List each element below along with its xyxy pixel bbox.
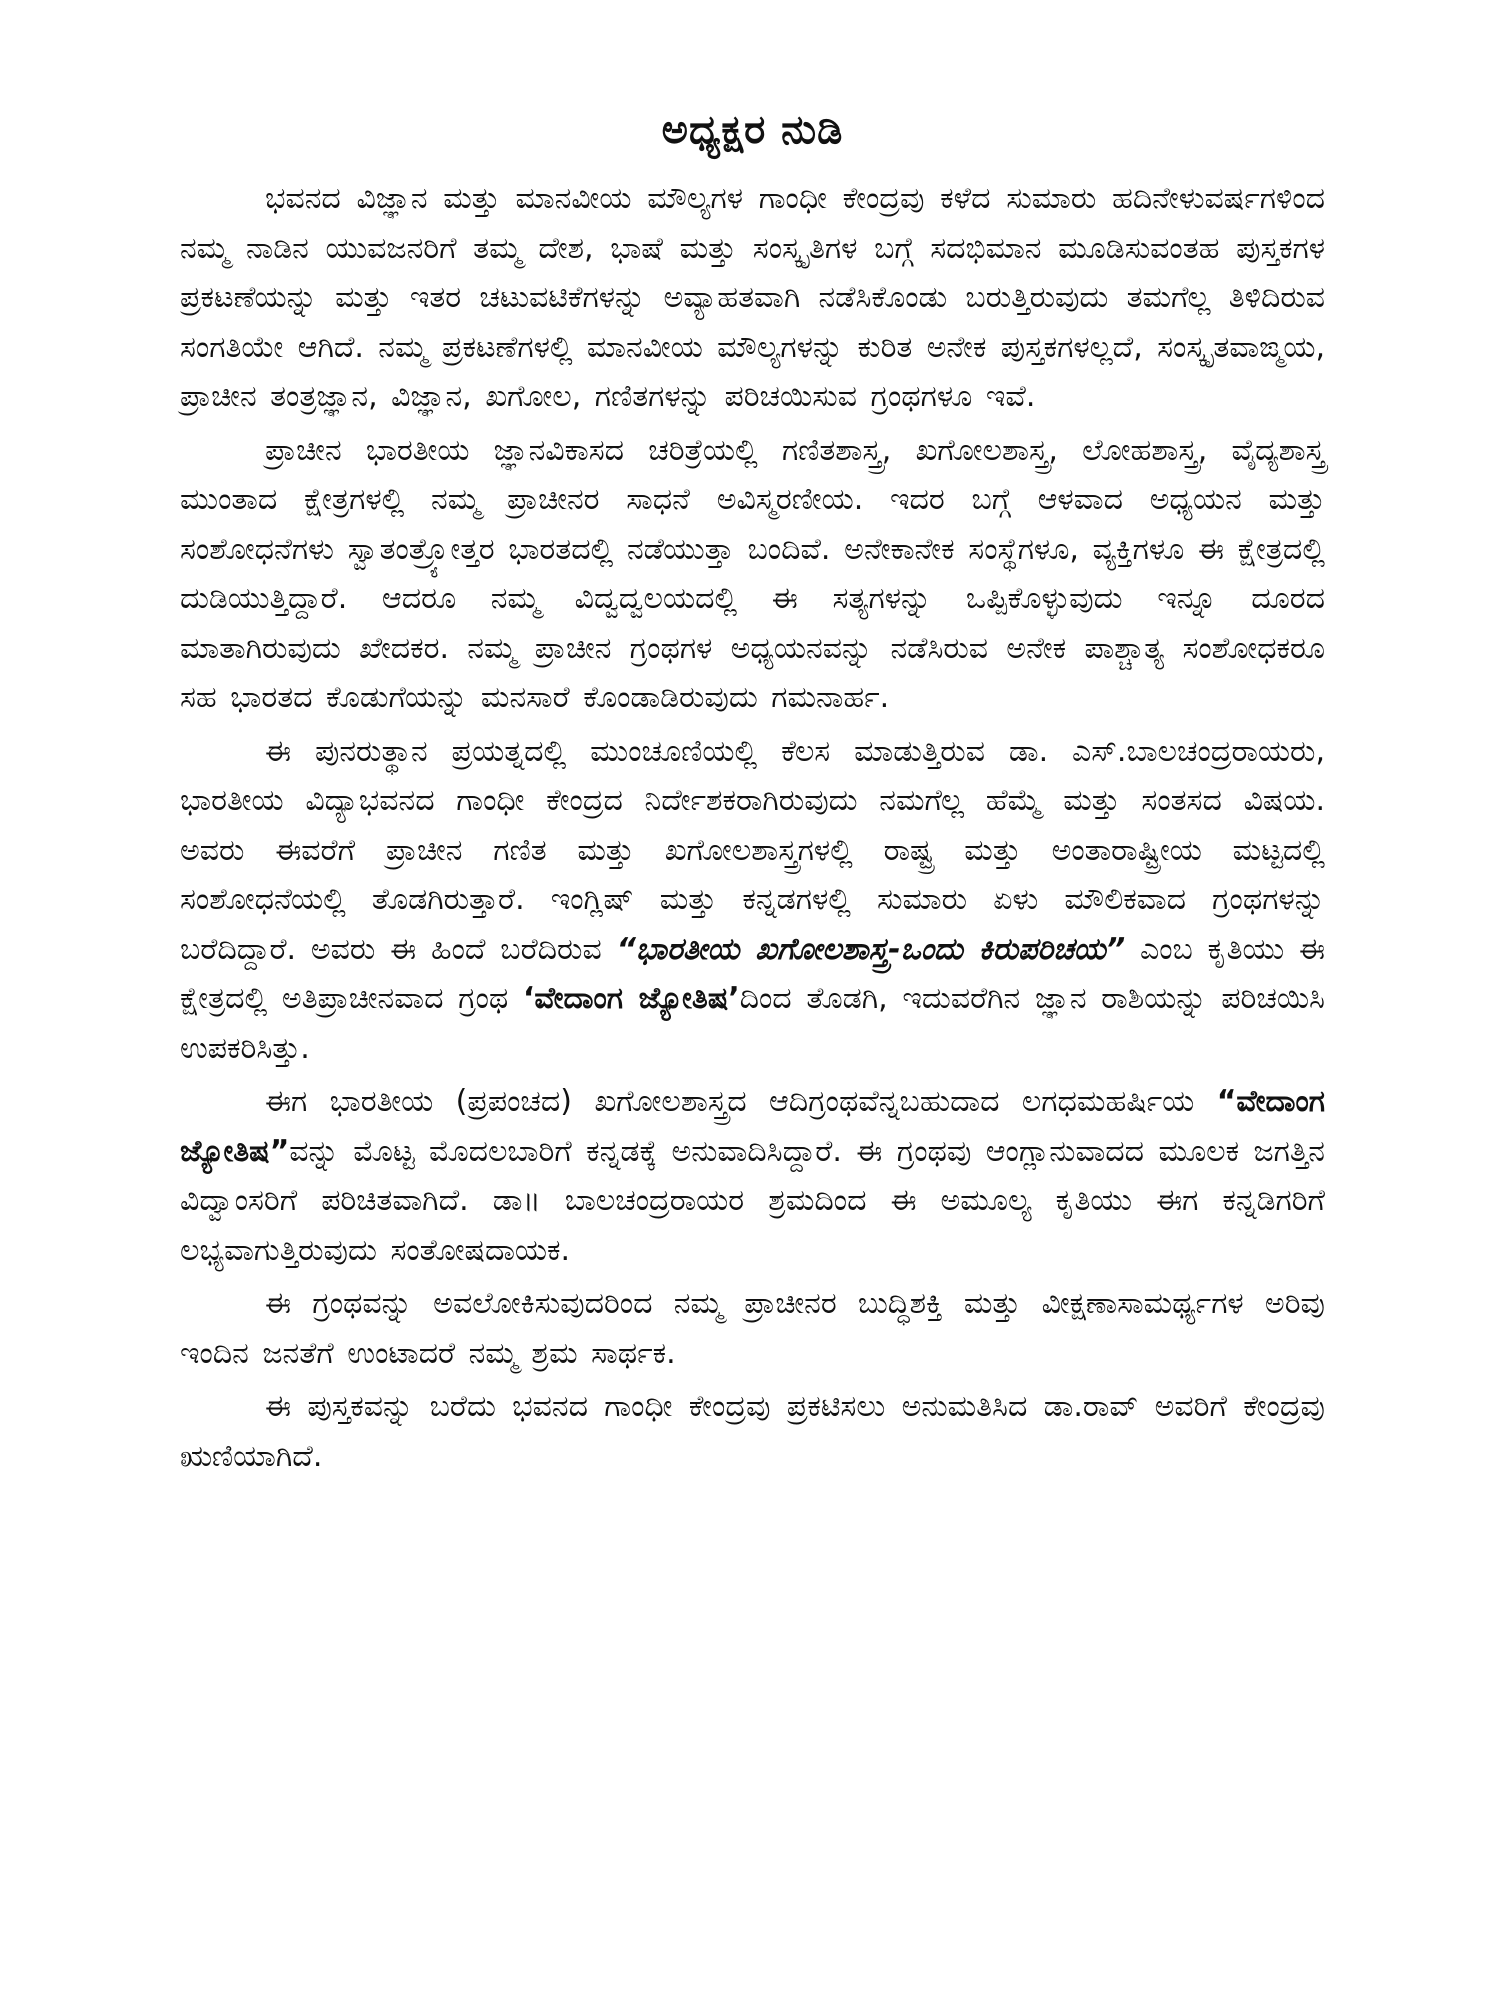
paragraph-3-text-a: ಈ ಪುನರುತ್ಥಾನ ಪ್ರಯತ್ನದಲ್ಲಿ ಮುಂಚೂಣಿಯಲ್ಲಿ ಕೆಲಸ ಮಾಡುತ್ತಿರುವ ಡಾ. ಎಸ್.ಬಾಲಚಂದ್ರರಾಯರು, ಭಾರತೀಯ ವಿದ್ಯಾಭವನದ ಗಾಂಧೀ ಕೇಂದ್ರದ ನಿರ್ದೇಶಕರಾಗಿರುವುದು ನಮಗೆಲ್ಲ ಹೆಮ್ಮೆ ಮತ್ತು ಸಂತಸದ ವಿಷಯ. ಅವರು ಈವರೆಗೆ ಪ್ರಾಚೀನ ಗಣಿತ ಮತ್ತು ಖಗೋಲಶಾಸ್ತ್ರಗಳಲ್ಲಿ ರಾಷ್ಟ್ರ ಮತ್ತು ಅಂತಾರಾಷ್ಟ್ರೀಯ ಮಟ್ಟದಲ್ಲಿ ಸಂಶೋಧನೆಯಲ್ಲಿ ತೊಡಗಿರುತ್ತಾರೆ. ಇಂಗ್ಲಿಷ್ ಮತ್ತು ಕನ್ನಡಗಳಲ್ಲಿ ಸುಮಾರು ಏಳು ಮೌಲಿಕವಾದ ಗ್ರಂಥಗಳನ್ನು ಬರೆದಿದ್ದಾರೆ. ಅವರು ಈ ಹಿಂದೆ ಬರೆದಿರುವ (180, 733, 1325, 967)
book-title-vedanga-jyotisha-2: “ವೇದಾಂಗ ಜ್ಯೋತಿಷ” (180, 1084, 1325, 1169)
paragraph-2: ಪ್ರಾಚೀನ ಭಾರತೀಯ ಜ್ಞಾನವಿಕಾಸದ ಚರಿತ್ರೆಯಲ್ಲಿ ಗಣಿತಶಾಸ್ತ್ರ, ಖಗೋಲಶಾಸ್ತ್ರ, ಲೋಹಶಾಸ್ತ್ರ, ವೈದ್ಯಶಾಸ್ತ್ರ ಮುಂತಾದ ಕ್ಷೇತ್ರಗಳಲ್ಲಿ ನಮ್ಮ ಪ್ರಾಚೀನರ ಸಾಧನೆ ಅವಿಸ್ಮರಣೀಯ. ಇದರ ಬಗ್ಗೆ ಆಳವಾದ ಅಧ್ಯಯನ ಮತ್ತು ಸಂಶೋಧನೆಗಳು ಸ್ವಾತಂತ್ರ್ಯೋತ್ತರ ಭಾರತದಲ್ಲಿ ನಡೆಯುತ್ತಾ ಬಂದಿವೆ. ಅನೇಕಾನೇಕ ಸಂಸ್ಥೆಗಳೂ, ವ್ಯಕ್ತಿಗಳೂ ಈ ಕ್ಷೇತ್ರದಲ್ಲಿ ದುಡಿಯುತ್ತಿದ್ದಾರೆ. ಆದರೂ ನಮ್ಮ ವಿದ್ವದ್ವಲಯದಲ್ಲಿ ಈ ಸತ್ಯಗಳನ್ನು ಒಪ್ಪಿಕೊಳ್ಳುವುದು ಇನ್ನೂ ದೂರದ ಮಾತಾಗಿರುವುದು ಖೇದಕರ. ನಮ್ಮ ಪ್ರಾಚೀನ ಗ್ರಂಥಗಳ ಅಧ್ಯಯನವನ್ನು ನಡೆಸಿರುವ ಅನೇಕ ಪಾಶ್ಚಾತ್ಯ ಸಂಶೋಧಕರೂ ಸಹ ಭಾರತದ ಕೊಡುಗೆಯನ್ನು ಮನಸಾರೆ ಕೊಂಡಾಡಿರುವುದು ಗಮನಾರ್ಹ. (180, 432, 1325, 715)
paragraph-4 (180, 1077, 1325, 1275)
paragraph-6: ಈ ಪುಸ್ತಕವನ್ನು ಬರೆದು ಭವನದ ಗಾಂಧೀ ಕೇಂದ್ರವು ಪ್ರಕಟಿಸಲು ಅನುಮತಿಸಿದ ಡಾ.ರಾವ್ ಅವರಿಗೆ ಕೇಂದ್ರವು ಋಣಿಯಾಗಿದೆ. (180, 1389, 1325, 1474)
document-page (180, 100, 1325, 1960)
paragraph-5: ಈ ಗ್ರಂಥವನ್ನು ಅವಲೋಕಿಸುವುದರಿಂದ ನಮ್ಮ ಪ್ರಾಚೀನರ ಬುದ್ಧಿಶಕ್ತಿ ಮತ್ತು ವೀಕ್ಷಣಾಸಾಮರ್ಥ್ಯಗಳ ಅರಿವು ಇಂದಿನ ಜನತೆಗೆ ಉಂಟಾದರೆ ನಮ್ಮ ಶ್ರಮ ಸಾರ್ಥಕ. (180, 1286, 1325, 1371)
book-title-vedanga-jyotisha: ‘ವೇದಾಂಗ ಜ್ಯೋತಿಷ’ (523, 981, 740, 1016)
paragraph-1: ಭವನದ ವಿಜ್ಞಾನ ಮತ್ತು ಮಾನವೀಯ ಮೌಲ್ಯಗಳ ಗಾಂಧೀ ಕೇಂದ್ರವು ಕಳೆದ ಸುಮಾರು ಹದಿನೇಳುವರ್ಷಗಳಿಂದ ನಮ್ಮ ನಾಡಿನ ಯುವಜನರಿಗೆ ತಮ್ಮ ದೇಶ, ಭಾಷೆ ಮತ್ತು ಸಂಸ್ಕೃತಿಗಳ ಬಗ್ಗೆ ಸದಭಿಮಾನ ಮೂಡಿಸುವಂತಹ ಪುಸ್ತಕಗಳ ಪ್ರಕಟಣೆಯನ್ನು ಮತ್ತು ಇತರ ಚಟುವಟಿಕೆಗಳನ್ನು ಅವ್ಯಾಹತವಾಗಿ ನಡೆಸಿಕೊಂಡು ಬರುತ್ತಿರುವುದು ತಮಗೆಲ್ಲ ತಿಳಿದಿರುವ ಸಂಗತಿಯೇ ಆಗಿದೆ. ನಮ್ಮ ಪ್ರಕಟಣೆಗಳಲ್ಲಿ ಮಾನವೀಯ ಮೌಲ್ಯಗಳನ್ನು ಕುರಿತ ಅನೇಕ ಪುಸ್ತಕಗಳಲ್ಲದೆ, ಸಂಸ್ಕೃತವಾಙ್ಮಯ, ಪ್ರಾಚೀನ ತಂತ್ರಜ್ಞಾನ, ವಿಜ್ಞಾನ, ಖಗೋಲ, ಗಣಿತಗಳನ್ನು ಪರಿಚಯಿಸುವ ಗ್ರಂಥಗಳೂ ಇವೆ. (180, 181, 1325, 414)
paragraph-3-text-b: ಎಂಬ ಕೃತಿಯು ಈ ಕ್ಷೇತ್ರದಲ್ಲಿ ಅತಿಪ್ರಾಚೀನವಾದ ಗ್ರಂಥ (180, 931, 1325, 1016)
page-title: ಅಧ್ಯಕ್ಷರ ನುಡಿ (661, 107, 844, 153)
paragraph-3 (180, 727, 1325, 1074)
book-title-bharatiya-khagolashastra: “ಭಾರತೀಯ ಖಗೋಲಶಾಸ್ತ್ರ-ಒಂದು ಕಿರುಪರಿಚಯ” (616, 931, 1126, 967)
paragraph-3-text-c: ದಿಂದ ತೊಡಗಿ, ಇದುವರೆಗಿನ ಜ್ಞಾನ ರಾಶಿಯನ್ನು ಪರಿಚಯಿಸಿ ಉಪಕರಿಸಿತ್ತು. (180, 981, 1325, 1066)
paragraph-4-text-b: ವನ್ನು ಮೊಟ್ಟ ಮೊದಲಬಾರಿಗೆ ಕನ್ನಡಕ್ಕೆ ಅನುವಾದಿಸಿದ್ದಾರೆ. ಈ ಗ್ರಂಥವು ಆಂಗ್ಲಾನುವಾದದ ಮೂಲಕ ಜಗತ್ತಿನ ವಿದ್ವಾಂಸರಿಗೆ ಪರಿಚಿತವಾಗಿದೆ. ಡಾ॥ ಬಾಲಚಂದ್ರರಾಯರ ಶ್ರಮದಿಂದ ಈ ಅಮೂಲ್ಯ ಕೃತಿಯು ಈಗ ಕನ್ನಡಿಗರಿಗೆ ಲಭ್ಯವಾಗುತ್ತಿರುವುದು ಸಂತೋಷದಾಯಕ. (180, 1133, 1325, 1268)
paragraph-4-text-a: ಈಗ ಭಾರತೀಯ (ಪ್ರಪಂಚದ) ಖಗೋಲಶಾಸ್ತ್ರದ ಆದಿಗ್ರಂಥವೆನ್ನಬಹುದಾದ ಲಗಧಮಹರ್ಷಿಯ (265, 1084, 1217, 1119)
